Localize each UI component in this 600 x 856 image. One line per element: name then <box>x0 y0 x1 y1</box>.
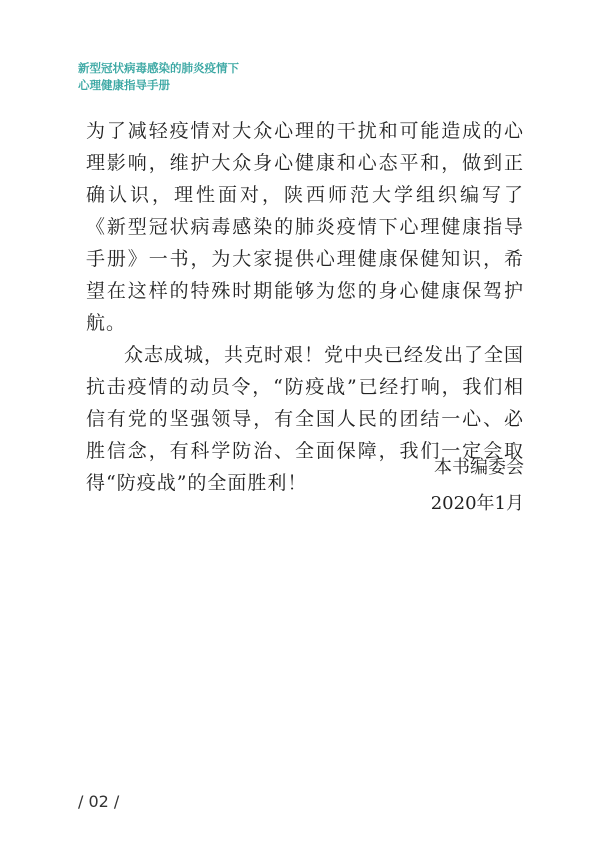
signature-date: 2020年1月 <box>430 493 524 514</box>
page-number: / 02 / <box>78 792 120 811</box>
body-text <box>86 115 524 499</box>
signature-author: 本书编委会 <box>434 457 524 478</box>
paragraph-2: 众志成城，共克时艰！党中央已经发出了全国抗击疫情的动员令，“防疫战”已经打响，我们相信有党的坚强领导，有全国人民的团结一心、必胜信念，有科学防治、全面保障，我们一定会取得“防疫战”的全面胜利！ <box>86 344 525 494</box>
paragraph-1: 为了减轻疫情对大众心理的干扰和可能造成的心理影响，维护大众身心健康和心态平和，做到正确认识，理性面对，陕西师范大学组织编写了《新型冠状病毒感染的肺炎疫情下心理健康指导手册》一书，为大家提供心理健康保健知识，希望在这样的特殊时期能够为您的身心健康保驾护航。 <box>86 120 524 334</box>
running-header-line-1: 新型冠状病毒感染的肺炎疫情下 <box>78 61 239 75</box>
signature-block <box>431 450 524 522</box>
running-header <box>78 60 239 94</box>
running-header-line-2: 心理健康指导手册 <box>78 78 170 92</box>
